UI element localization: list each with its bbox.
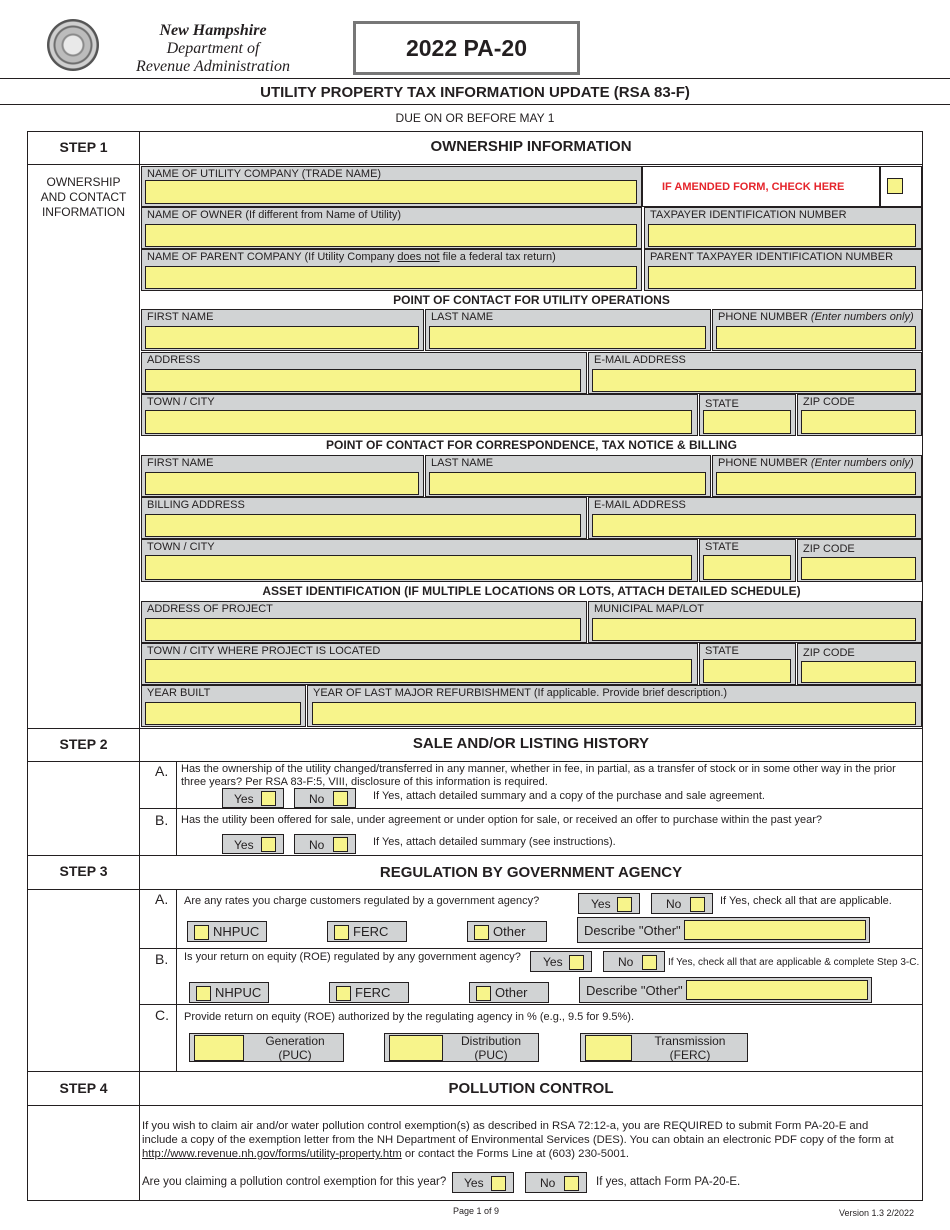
owner-name-field[interactable]	[145, 224, 637, 247]
step3-b-describe-field[interactable]	[686, 980, 868, 1000]
step4-yes-button[interactable]	[452, 1172, 514, 1193]
step2-b-letter: B.	[155, 812, 169, 828]
step3-top-line	[27, 855, 923, 856]
step4-para-line1: If you wish to claim air and/or water pollution control exemption(s) as described in RSA 72:12-a, you are REQUIRED to submit Form PA-20-E and	[142, 1120, 869, 1132]
step4-para-line2: include a copy of the exemption letter from the NH Department of Environmental Services (DES). You can obtain an electronic PDF copy of the form at	[142, 1134, 894, 1146]
step4-para-line3	[142, 1147, 920, 1161]
step3-a-other-label: Other	[493, 924, 526, 939]
billing-address-label: BILLING ADDRESS	[147, 499, 245, 511]
utility-name-label: NAME OF UTILITY COMPANY (TRADE NAME)	[147, 168, 382, 180]
step2-ab-divider	[140, 808, 922, 809]
corr-first-name-field[interactable]	[145, 472, 419, 495]
step4-top-line	[27, 1071, 923, 1072]
tin-label: TAXPAYER IDENTIFICATION NUMBER	[650, 209, 847, 221]
step3-a-nhpuc-label: NHPUC	[213, 924, 260, 939]
step2-a-yes-button[interactable]	[222, 788, 284, 808]
parent-label-underline: does not	[397, 251, 440, 263]
forms-link[interactable]: http://www.revenue.nh.gov/forms/utility-property.htm	[142, 1148, 402, 1160]
corr-state-label: STATE	[705, 541, 739, 553]
corr-last-name-label: LAST NAME	[431, 457, 494, 469]
step2-a-no-checkbox[interactable]	[333, 791, 348, 806]
step1-header-line	[27, 164, 923, 165]
step3-a-ferc-option[interactable]	[327, 921, 407, 942]
step3-a-describe-field[interactable]	[684, 920, 866, 940]
corr-town-field[interactable]	[145, 555, 692, 580]
state-seal	[47, 19, 99, 71]
step3-b-no-checkbox[interactable]	[642, 955, 657, 970]
step3-a-question: Are any rates you charge customers regulated by a government agency?	[184, 895, 540, 907]
step4-no-button[interactable]	[525, 1172, 587, 1193]
step2-a-yes-label: Yes	[234, 792, 254, 806]
step4-instructions	[142, 1119, 920, 1161]
step3-header-line	[27, 889, 923, 890]
corr-first-name-label: FIRST NAME	[147, 457, 214, 469]
distribution-roe-field[interactable]	[389, 1035, 443, 1061]
ops-town-label: TOWN / CITY	[147, 396, 215, 408]
step3-b-nhpuc-option[interactable]	[189, 982, 269, 1003]
parent-tin-field[interactable]	[648, 266, 916, 289]
corr-email-label: E-MAIL ADDRESS	[594, 499, 686, 511]
step4-para-line3-rest: or contact the Forms Line at (603) 230-5001.	[401, 1148, 630, 1160]
step4-yes-label: Yes	[464, 1176, 484, 1190]
transmission-line1: Transmission	[654, 1034, 726, 1048]
frame-bottom	[27, 1200, 923, 1201]
step2-a-note: If Yes, attach detailed summary and a copy of the purchase and sale agreement.	[373, 790, 765, 802]
project-zip-label: ZIP CODE	[803, 647, 855, 659]
step3-a-ferc-checkbox[interactable]	[334, 925, 349, 940]
ops-phone-label	[718, 311, 914, 323]
step2-top-line	[27, 728, 923, 729]
frame-right	[922, 131, 923, 1201]
step4-question: Are you claiming a pollution control exemption for this year?	[142, 1176, 447, 1188]
map-lot-label: MUNICIPAL MAP/LOT	[594, 603, 705, 615]
step3-a-ferc-label: FERC	[353, 924, 389, 939]
step2-b-question: Has the utility been offered for sale, under agreement or under option for sale, or received an offer to purchase within the past year?	[181, 814, 823, 826]
transmission-roe-box	[580, 1033, 748, 1062]
step4-no-label: No	[540, 1176, 556, 1190]
parent-name-label	[147, 251, 556, 263]
step2-b-yes-checkbox[interactable]	[261, 837, 276, 852]
year-built-label: YEAR BUILT	[147, 687, 211, 699]
step3-b-note: If Yes, check all that are applicable & complete Step 3-C.	[668, 957, 920, 968]
header-divider	[0, 78, 950, 79]
generation-roe-field[interactable]	[194, 1035, 244, 1061]
step2-a-no-label: No	[309, 792, 325, 806]
step3-label: STEP 3	[59, 863, 108, 879]
step3-a-describe-label: Describe "Other"	[584, 923, 681, 938]
step2-a-letter: A.	[155, 763, 169, 779]
distribution-line2: (PUC)	[474, 1048, 508, 1062]
project-address-label: ADDRESS OF PROJECT	[147, 603, 273, 615]
step3-a-describe-box	[577, 917, 870, 943]
step2-label: STEP 2	[59, 736, 108, 752]
step3-b-yes-checkbox[interactable]	[569, 955, 584, 970]
ops-town-field[interactable]	[145, 410, 692, 434]
step4-no-checkbox[interactable]	[564, 1176, 579, 1191]
step3-ab-divider	[140, 948, 922, 949]
step3-title: REGULATION BY GOVERNMENT AGENCY	[379, 864, 683, 881]
corr-zip-field[interactable]	[801, 557, 916, 580]
transmission-line2: (FERC)	[669, 1048, 711, 1062]
generation-roe-label	[246, 1034, 344, 1062]
step4-label: STEP 4	[59, 1080, 108, 1096]
side-line-2: AND CONTACT	[40, 190, 127, 204]
step3-a-yes-button[interactable]	[578, 893, 640, 914]
step2-title: SALE AND/OR LISTING HISTORY	[412, 735, 650, 752]
project-zip-field[interactable]	[801, 661, 916, 683]
department-name	[118, 22, 308, 76]
billing-address-field[interactable]	[145, 514, 581, 537]
frame-top	[27, 131, 923, 132]
ops-email-field[interactable]	[592, 369, 916, 392]
step3-letter-divider	[176, 889, 177, 1071]
year-built-field[interactable]	[145, 702, 301, 725]
side-line-3: INFORMATION	[41, 205, 126, 219]
corr-phone-field[interactable]	[716, 472, 916, 495]
state-name: New Hampshire	[159, 22, 267, 39]
step2-b-no-label: No	[309, 838, 325, 852]
step3-b-yes-button[interactable]	[530, 951, 592, 972]
ops-address-label: ADDRESS	[147, 354, 201, 366]
title-divider	[0, 104, 950, 105]
ops-zip-label: ZIP CODE	[803, 396, 855, 408]
generation-line2: (PUC)	[278, 1048, 312, 1062]
step4-note: If yes, attach Form PA-20-E.	[596, 1176, 741, 1188]
project-town-label: TOWN / CITY WHERE PROJECT IS LOCATED	[147, 645, 381, 657]
corr-zip-label: ZIP CODE	[803, 543, 855, 555]
step3-b-nhpuc-label: NHPUC	[215, 985, 262, 1000]
ops-first-name-field[interactable]	[145, 326, 419, 349]
corr-phone-note: (Enter numbers only)	[810, 457, 914, 469]
project-town-field[interactable]	[145, 659, 692, 683]
step2-b-yes-label: Yes	[234, 838, 254, 852]
project-state-field[interactable]	[703, 659, 791, 683]
step4-header-line	[27, 1105, 923, 1106]
ops-phone-text: PHONE NUMBER	[718, 311, 811, 323]
step3-a-nhpuc-option[interactable]	[187, 921, 267, 942]
ops-email-label: E-MAIL ADDRESS	[594, 354, 686, 366]
parent-tin-label: PARENT TAXPAYER IDENTIFICATION NUMBER	[650, 251, 894, 263]
map-lot-field[interactable]	[592, 618, 916, 641]
step-column-divider	[139, 131, 140, 1201]
project-state-label: STATE	[705, 645, 739, 657]
step3-c-letter: C.	[155, 1007, 169, 1023]
step2-b-yes-button[interactable]	[222, 834, 284, 854]
step4-title: POLLUTION CONTROL	[448, 1080, 614, 1097]
owner-name-label: NAME OF OWNER (If different from Name of Utility)	[147, 209, 402, 221]
amended-checkbox[interactable]	[887, 178, 903, 194]
amended-checkbox-cell	[880, 166, 922, 207]
step2-a-yes-checkbox[interactable]	[261, 791, 276, 806]
step2-b-no-button[interactable]	[294, 834, 356, 854]
step3-a-no-label: No	[666, 897, 682, 911]
step3-b-ferc-label: FERC	[355, 985, 391, 1000]
distribution-line1: Distribution	[460, 1034, 522, 1048]
parent-label-post: file a federal tax return)	[439, 251, 556, 263]
ops-phone-note: (Enter numbers only)	[810, 311, 914, 323]
dept-line-1: Department of	[166, 40, 260, 57]
step3-a-note: If Yes, check all that are applicable.	[720, 895, 892, 907]
step3-b-ferc-checkbox[interactable]	[336, 986, 351, 1001]
project-address-field[interactable]	[145, 618, 581, 641]
side-line-1: OWNERSHIP	[46, 175, 121, 189]
ops-state-label: STATE	[705, 398, 739, 410]
form-number-box: 2022 PA-20	[353, 21, 580, 75]
step3-b-no-button[interactable]	[603, 951, 665, 972]
step2-a-q-line2: three years? Per RSA 83-F:5, VIII, disclosure of this information is required.	[181, 776, 548, 788]
step1-label: STEP 1	[59, 139, 108, 155]
step3-b-no-label: No	[618, 955, 634, 969]
step3-a-yes-label: Yes	[591, 897, 611, 911]
corr-phone-label	[718, 457, 914, 469]
step3-b-describe-box	[579, 977, 872, 1003]
generation-roe-box	[189, 1033, 344, 1062]
step3-b-other-checkbox[interactable]	[476, 986, 491, 1001]
step3-a-other-checkbox[interactable]	[474, 925, 489, 940]
step3-a-nhpuc-checkbox[interactable]	[194, 925, 209, 940]
step2-a-q-line1: Has the ownership of the utility changed/transferred in any manner, whether in fee, in partial, as a transfer of stock or in some other way in the prior	[181, 763, 896, 775]
step3-b-other-label: Other	[495, 985, 528, 1000]
tin-field[interactable]	[648, 224, 916, 247]
step3-b-nhpuc-checkbox[interactable]	[196, 986, 211, 1001]
step2-a-question	[181, 763, 919, 789]
ops-last-name-field[interactable]	[429, 326, 706, 349]
ops-state-field[interactable]	[703, 410, 791, 434]
form-title: UTILITY PROPERTY TAX INFORMATION UPDATE (RSA 83-F)	[260, 84, 690, 101]
step3-b-describe-label: Describe "Other"	[586, 983, 683, 998]
step2-header-line	[27, 761, 923, 762]
step2-a-no-button[interactable]	[294, 788, 356, 808]
step2-b-note: If Yes, attach detailed summary (see instructions).	[373, 836, 616, 848]
step3-a-no-checkbox[interactable]	[690, 897, 705, 912]
corr-last-name-field[interactable]	[429, 472, 706, 495]
step4-yes-checkbox[interactable]	[491, 1176, 506, 1191]
step3-c-question: Provide return on equity (ROE) authorized by the regulating agency in % (e.g., 9.5 for 9.5%).	[184, 1011, 635, 1023]
step1-side-label	[28, 175, 139, 220]
ops-first-name-label: FIRST NAME	[147, 311, 214, 323]
step3-b-yes-label: Yes	[543, 955, 563, 969]
utility-name-field[interactable]	[145, 180, 637, 204]
dept-line-2: Revenue Administration	[136, 58, 290, 75]
corr-state-field[interactable]	[703, 555, 791, 580]
step1-title: OWNERSHIP INFORMATION	[430, 138, 632, 155]
distribution-roe-label	[443, 1034, 539, 1062]
step2-b-no-checkbox[interactable]	[333, 837, 348, 852]
step3-a-yes-checkbox[interactable]	[617, 897, 632, 912]
ops-address-field[interactable]	[145, 369, 581, 392]
parent-label-pre: NAME OF PARENT COMPANY (If Utility Company	[147, 251, 398, 263]
corr-phone-text: PHONE NUMBER	[718, 457, 811, 469]
step3-b-ferc-option[interactable]	[329, 982, 409, 1003]
step3-bc-divider	[140, 1004, 922, 1005]
refurb-label: YEAR OF LAST MAJOR REFURBISHMENT (If applicable. Provide brief description.)	[313, 687, 728, 699]
distribution-roe-box	[384, 1033, 539, 1062]
step3-b-question: Is your return on equity (ROE) regulated by any government agency?	[184, 951, 521, 963]
due-date: DUE ON OR BEFORE MAY 1	[395, 111, 555, 125]
ops-zip-field[interactable]	[801, 410, 916, 434]
step3-a-letter: A.	[155, 891, 169, 907]
ops-last-name-label: LAST NAME	[431, 311, 494, 323]
corr-town-label: TOWN / CITY	[147, 541, 215, 553]
amended-label: IF AMENDED FORM, CHECK HERE	[662, 181, 845, 193]
corr-email-field[interactable]	[592, 514, 916, 537]
refurb-field[interactable]	[312, 702, 916, 725]
amended-cell	[642, 166, 880, 207]
frame-left	[27, 131, 28, 1201]
asset-heading: ASSET IDENTIFICATION (IF MULTIPLE LOCATIONS OR LOTS, ATTACH DETAILED SCHEDULE)	[141, 584, 922, 598]
step3-b-other-option[interactable]	[469, 982, 549, 1003]
step3-a-other-option[interactable]	[467, 921, 547, 942]
ops-phone-field[interactable]	[716, 326, 916, 349]
page-number: Page 1 of 9	[453, 1206, 500, 1216]
step3-a-no-button[interactable]	[651, 893, 713, 914]
transmission-roe-field[interactable]	[585, 1035, 632, 1061]
parent-name-field[interactable]	[145, 266, 637, 289]
transmission-roe-label	[632, 1034, 748, 1062]
version-text: Version 1.3 2/2022	[839, 1208, 915, 1218]
step3-b-letter: B.	[155, 951, 169, 967]
poc-corr-heading: POINT OF CONTACT FOR CORRESPONDENCE, TAX NOTICE & BILLING	[141, 438, 922, 452]
generation-line1: Generation	[265, 1034, 325, 1048]
poc-ops-heading: POINT OF CONTACT FOR UTILITY OPERATIONS	[141, 293, 922, 307]
